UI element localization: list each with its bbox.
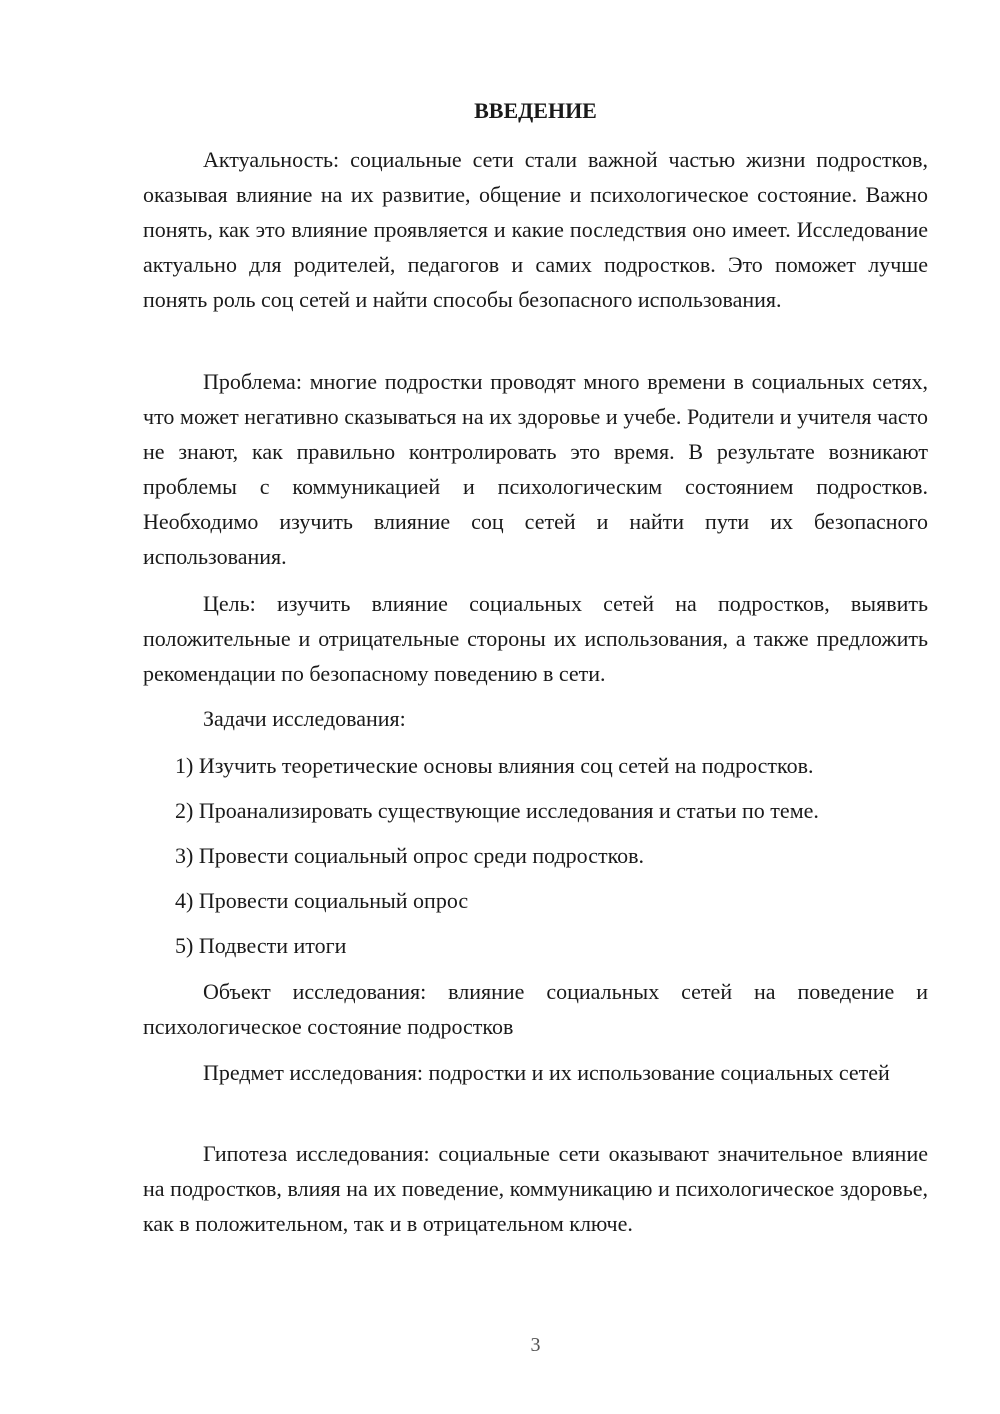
tasks-heading: Задачи исследования: — [203, 706, 406, 731]
problem-paragraph: Проблема: многие подростки проводят много времени в социальных сетях, что может негативно сказываться на их здоровье и учебе. Родители и учителя часто не знают, как правильно контролировать это время. В результате возникают проблемы с коммуникацией и психологическим состоянием подростков. Необходимо изучить влияние соц сетей и найти пути их безопасного использования. — [143, 369, 928, 569]
task-item-1: 1) Изучить теоретические основы влияния соц сетей на подростков. — [175, 753, 814, 778]
task-item-3: 3) Провести социальный опрос среди подростков. — [175, 843, 645, 868]
object-paragraph: Объект исследования: влияние социальных сетей на поведение и психологическое состояние подростков — [143, 979, 928, 1039]
relevance-paragraph: Актуальность: социальные сети стали важной частью жизни подростков, оказывая влияние на их развитие, общение и психологическое состояние. Важно понять, как это влияние проявляется и какие последствия оно имеет. Исследование актуально для родителей, педагогов и самих подростков. Это поможет лучше понять роль соц сетей и найти способы безопасного использования. — [143, 147, 928, 312]
task-item-2: 2) Проанализировать существующие исследования и статьи по теме. — [175, 798, 819, 823]
page-title: ВВЕДЕНИЕ — [474, 98, 597, 123]
subject-paragraph: Предмет исследования: подростки и их использование социальных сетей — [203, 1060, 890, 1085]
hypothesis-paragraph: Гипотеза исследования: социальные сети оказывают значительное влияние на подростков, влияя на их поведение, коммуникацию и психологическое здоровье, как в положительном, так и в отрицательном ключе. — [143, 1141, 928, 1236]
page-number: 3 — [530, 1334, 541, 1356]
goal-paragraph: Цель: изучить влияние социальных сетей на подростков, выявить положительные и отрицательные стороны их использования, а также предложить рекомендации по безопасному поведению в сети. — [143, 591, 928, 686]
task-item-4: 4) Провести социальный опрос — [175, 888, 469, 913]
task-item-5: 5) Подвести итоги — [175, 933, 347, 958]
document-page — [143, 0, 928, 1414]
